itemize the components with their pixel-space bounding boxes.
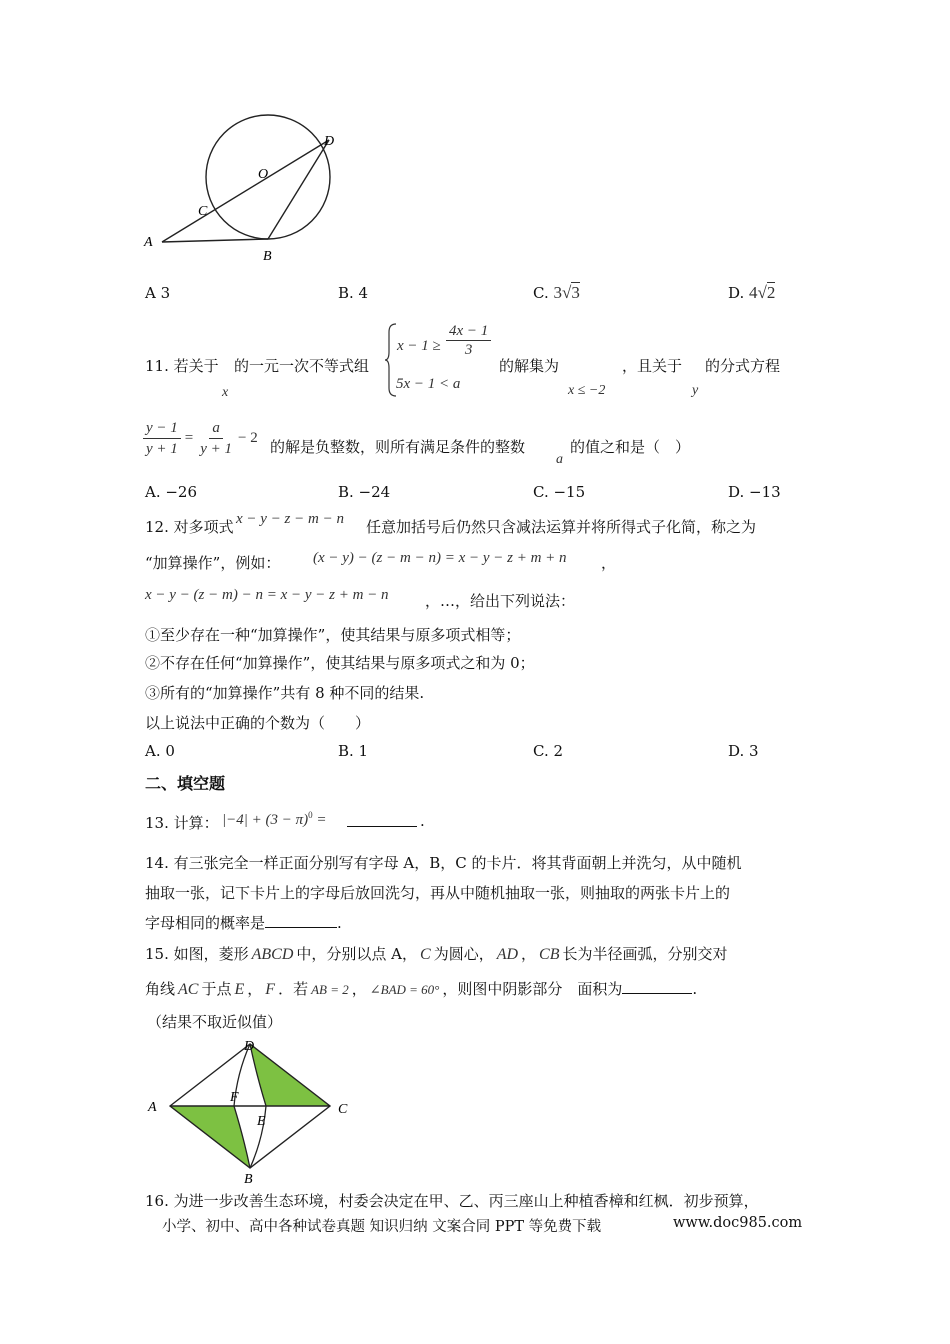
q12-line1-lead: 12. 对多项式	[145, 518, 234, 536]
q12-example1: (x − y) − (z − m − n) = x − y − z + m + n	[313, 550, 567, 566]
q13-expr: |−4| + (3 − π)	[222, 812, 309, 828]
q13-exponent: 0	[308, 810, 313, 820]
q15-l1a: 15. 如图，菱形	[145, 945, 249, 963]
q11-eq-sign: =	[184, 430, 194, 446]
q15-comma: ，	[521, 945, 537, 963]
q15-abcd: ABCD	[251, 946, 294, 963]
q12-line1-tail: 任意加括号后仍然只含减法运算并将所得式子化简，称之为	[366, 518, 757, 536]
q14-end: .	[337, 914, 342, 932]
q10-option-c-coef: 3	[553, 283, 562, 302]
q11-option-d: D. −13	[728, 483, 781, 501]
q11-option-b: B. −24	[338, 483, 391, 501]
q13-expression	[222, 810, 327, 829]
q10-circle-figure	[140, 105, 350, 270]
q15-l2f: ，则图中阴影部分 面积为	[442, 980, 623, 998]
q15-ac: AC	[178, 981, 199, 998]
q12-line3-tail: ，…，给出下列说法：	[425, 592, 576, 610]
footer-url[interactable]: www.doc985.com	[673, 1215, 803, 1231]
sqrt-sign: √	[561, 283, 572, 302]
q12-statement-2: ②不存在任何“加算操作”，使其结果与原多项式之和为 0；	[145, 654, 535, 672]
q15-l2d: ．若	[278, 980, 309, 998]
q12-option-c: C. 2	[533, 742, 564, 760]
q15-end: .	[692, 980, 698, 998]
q15-line-2	[145, 978, 697, 999]
q11-eq-text: 的分式方程	[705, 357, 781, 375]
q10-option-c-radicand: 3	[571, 283, 580, 302]
q11-mid: 的一元一次不等式组	[234, 357, 370, 375]
label-A: A	[144, 235, 153, 250]
q14-line-2: 抽取一张，记下卡片上的字母后放回洗匀，再从中随机抽取一张，则抽取的两张卡片上的	[145, 884, 731, 902]
label-B: B	[244, 1172, 253, 1183]
q12-statement-1: ①至少存在一种“加算操作”，使其结果与原多项式相等；	[145, 626, 521, 644]
label-D: D	[324, 134, 335, 149]
q15-rhombus-figure	[140, 1033, 360, 1183]
q11-lead: 11. 若关于	[145, 357, 219, 375]
q13-end: .	[420, 812, 425, 830]
q15-ad: AD	[496, 946, 519, 963]
q15-f: F	[265, 981, 276, 998]
q10-option-b: B. 4	[338, 284, 369, 302]
q11-var-x: x	[222, 385, 229, 400]
q11-frac1-num: y − 1	[143, 418, 181, 439]
footer-text: 小学、初中、高中各种试卷真题 知识归纳 文案合同 PPT 等免费下载	[162, 1219, 602, 1235]
q10-option-d-coef: 4	[749, 283, 758, 302]
q16-line-1: 16. 为进一步改善生态环境，村委会决定在甲、乙、丙三座山上种植香樟和红枫．初步预算，	[145, 1192, 759, 1210]
label-F: F	[230, 1090, 239, 1105]
q13-answer-blank[interactable]	[347, 812, 417, 831]
q11-about-y: ，且关于	[622, 357, 683, 375]
q10-option-c-prefix: C.	[533, 284, 554, 302]
q15-line-1	[145, 943, 728, 964]
q15-cb: CB	[539, 946, 560, 963]
q15-l1d: 长为半径画弧，分别交对	[562, 945, 728, 963]
label-D: D	[244, 1039, 255, 1054]
q10-option-d	[728, 283, 775, 303]
q15-l2b: 于点	[201, 980, 232, 998]
q12-line2-lead: “加算操作”，例如：	[145, 554, 281, 572]
q12-polynomial: x − y − z − m − n	[236, 511, 344, 527]
q10-option-a: A 3	[145, 284, 171, 302]
q11-ineq1-den: 3	[464, 342, 473, 358]
label-A: A	[148, 1100, 157, 1115]
q10-option-d-radicand: 2	[766, 283, 776, 302]
q15-note: （结果不取近似值）	[147, 1013, 283, 1031]
q12-example2: x − y − (z − m) − n = x − y − z + m − n	[145, 587, 389, 603]
q11-solset-text: 的解集为	[499, 357, 560, 375]
q12-option-a: A. 0	[145, 742, 175, 760]
q14-line-1: 14. 有三张完全一样正面分别写有字母 A，B，C 的卡片．将其背面朝上并洗匀，从中随机	[145, 854, 742, 872]
q11-ineq1-frac	[446, 322, 491, 359]
q10-option-c	[533, 283, 580, 303]
q15-l1c: 为圆心，	[433, 945, 494, 963]
label-O: O	[258, 167, 269, 182]
q12-option-b: B. 1	[338, 742, 369, 760]
q11-frac2-den: y + 1	[200, 441, 233, 457]
q15-c: C	[420, 946, 431, 963]
q11-fraction-equation	[143, 418, 258, 459]
q15-l2c: ，	[247, 980, 263, 998]
q11-minus2: − 2	[238, 430, 258, 446]
q15-l2e: ，	[351, 980, 367, 998]
q11-solset: x ≤ −2	[568, 383, 606, 398]
q15-ab: AB = 2	[311, 982, 349, 997]
section-title: 二、填空题	[145, 774, 226, 793]
q15-l1b: 中，分别以点 A，	[296, 945, 418, 963]
q11-frac2-num: a	[209, 418, 223, 439]
q11-option-a: A. −26	[145, 483, 198, 501]
q13-lead: 13. 计算：	[145, 814, 219, 832]
q11-var-y: y	[692, 383, 699, 398]
q15-angle: ∠BAD = 60°	[369, 982, 440, 997]
sqrt-sign: √	[757, 283, 767, 302]
q14-line-3	[145, 912, 342, 933]
q11-option-c: C. −15	[533, 483, 586, 501]
q12-line2-tail: ，	[601, 554, 617, 572]
q15-l2a: 角线	[145, 980, 176, 998]
q11-ineq1-left: x − 1 ≥	[397, 338, 441, 354]
label-B: B	[263, 249, 272, 264]
q11-var-a: a	[556, 452, 563, 467]
q11-tail2: 的值之和是（ ）	[570, 438, 691, 456]
label-E: E	[257, 1114, 266, 1129]
q10-option-d-prefix: D.	[728, 284, 750, 302]
label-C: C	[198, 204, 208, 219]
q12-question: 以上说法中正确的个数为（ ）	[145, 714, 371, 732]
q11-tail: 的解是负整数，则所有满足条件的整数	[270, 438, 526, 456]
q11-ineq2: 5x − 1 < a	[396, 376, 461, 392]
q14-line3-lead: 字母相同的概率是	[145, 914, 266, 932]
label-C: C	[338, 1102, 348, 1117]
q14-answer-blank[interactable]	[265, 913, 337, 928]
q15-answer-blank[interactable]	[622, 979, 692, 994]
q11-frac1-den: y + 1	[146, 441, 178, 457]
q15-e: E	[234, 981, 245, 998]
q13-equals: =	[312, 812, 327, 828]
q12-option-d: D. 3	[728, 742, 759, 760]
q12-statement-3: ③所有的“加算操作”共有 8 种不同的结果.	[145, 684, 425, 702]
q11-ineq1-num: 4x − 1	[446, 322, 491, 341]
